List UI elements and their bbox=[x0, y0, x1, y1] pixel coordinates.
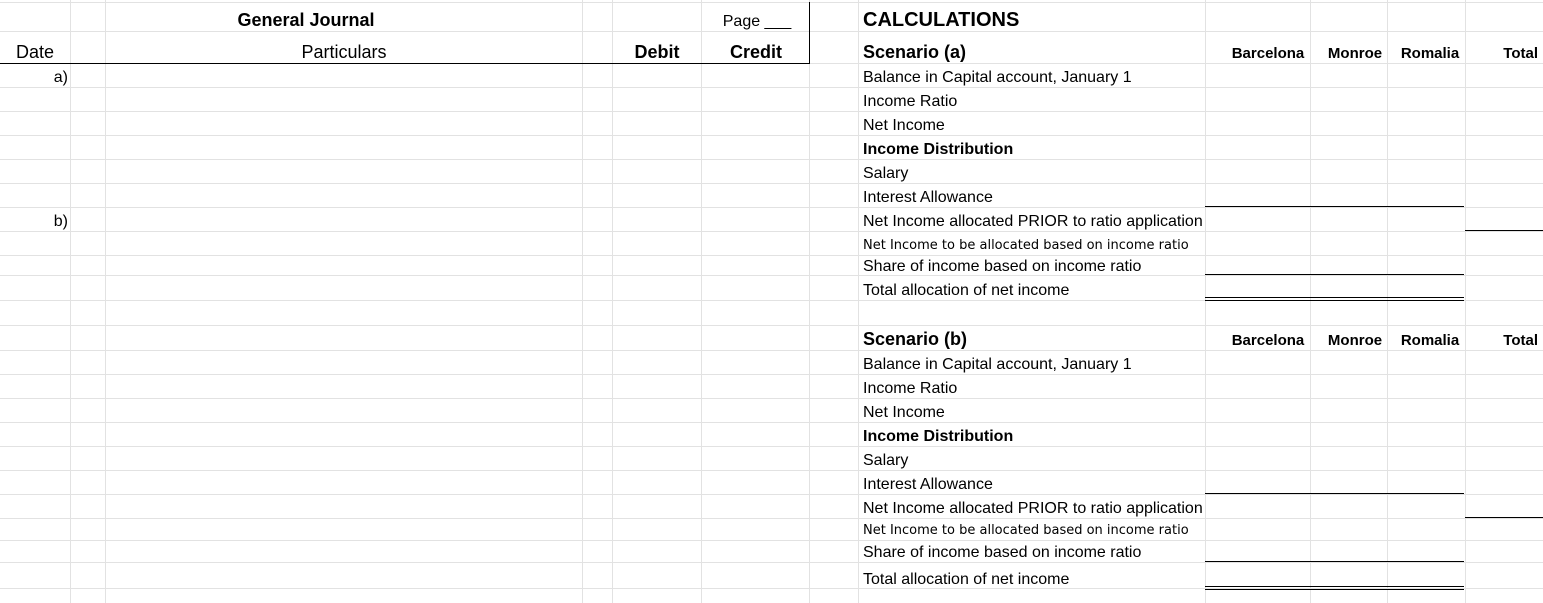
entry-marker-a: a) bbox=[53, 69, 68, 86]
scenario-a-header-romalia: Romalia bbox=[1400, 45, 1460, 62]
date-column-header: Date bbox=[15, 42, 55, 62]
scenario-b-row-prior: Net Income allocated PRIOR to ratio application bbox=[863, 500, 1203, 517]
scenario-b-title: Scenario (b) bbox=[863, 329, 968, 349]
journal-right-border bbox=[809, 2, 810, 64]
scenario-a-row-prior: Net Income allocated PRIOR to ratio application bbox=[863, 213, 1203, 230]
scenario-a-share-rule bbox=[1205, 274, 1464, 275]
particulars-column-header: Particulars bbox=[301, 42, 387, 62]
scenario-a-header-total: Total bbox=[1503, 45, 1538, 62]
scenario-b-header-barcelona: Barcelona bbox=[1231, 332, 1305, 349]
scenario-b-double-rule-1 bbox=[1205, 586, 1464, 587]
scenario-b-row-total: Total allocation of net income bbox=[863, 571, 1070, 588]
calculations-title: CALCULATIONS bbox=[863, 9, 1020, 31]
scenario-a-double-rule-1 bbox=[1205, 297, 1464, 298]
scenario-b-header-romalia: Romalia bbox=[1400, 332, 1460, 349]
scenario-b-row-net-income: Net Income bbox=[863, 404, 945, 421]
scenario-b-row-salary: Salary bbox=[863, 452, 909, 469]
scenario-b-row-income-ratio: Income Ratio bbox=[863, 380, 958, 397]
scenario-a-subtotal-rule bbox=[1205, 206, 1464, 207]
scenario-a-header-barcelona: Barcelona bbox=[1231, 45, 1305, 62]
scenario-b-row-to-allocate: Net Income to be allocated based on income ratio bbox=[863, 523, 1189, 538]
scenario-a-row-total: Total allocation of net income bbox=[863, 282, 1070, 299]
page-label: Page ___ bbox=[722, 13, 792, 30]
scenario-b-total-rule bbox=[1465, 517, 1543, 518]
scenario-b-subtotal-rule bbox=[1205, 493, 1464, 494]
scenario-b-row-interest: Interest Allowance bbox=[863, 476, 993, 493]
scenario-a-row-to-allocate: Net Income to be allocated based on income ratio bbox=[863, 238, 1189, 253]
scenario-a-header-monroe: Monroe bbox=[1327, 45, 1383, 62]
scenario-a-row-net-income: Net Income bbox=[863, 117, 945, 134]
scenario-b-share-rule bbox=[1205, 561, 1464, 562]
scenario-a-row-salary: Salary bbox=[863, 165, 909, 182]
scenario-a-row-income-distribution: Income Distribution bbox=[863, 141, 1014, 158]
scenario-a-row-share: Share of income based on income ratio bbox=[863, 258, 1142, 275]
scenario-b-header-total: Total bbox=[1503, 332, 1538, 349]
journal-title: General Journal bbox=[237, 10, 375, 30]
scenario-b-row-income-distribution: Income Distribution bbox=[863, 428, 1014, 445]
journal-header-underline bbox=[0, 63, 809, 64]
scenario-a-total-rule bbox=[1465, 230, 1543, 231]
scenario-b-double-rule-2 bbox=[1205, 589, 1464, 590]
scenario-a-row-income-ratio: Income Ratio bbox=[863, 93, 958, 110]
scenario-a-row-interest: Interest Allowance bbox=[863, 189, 993, 206]
scenario-a-title: Scenario (a) bbox=[863, 42, 967, 62]
scenario-a-double-rule-2 bbox=[1205, 300, 1464, 301]
entry-marker-b: b) bbox=[53, 213, 68, 230]
debit-column-header: Debit bbox=[634, 42, 680, 62]
scenario-b-header-monroe: Monroe bbox=[1327, 332, 1383, 349]
scenario-a-row-capital: Balance in Capital account, January 1 bbox=[863, 69, 1132, 86]
scenario-b-row-capital: Balance in Capital account, January 1 bbox=[863, 356, 1132, 373]
scenario-b-row-share: Share of income based on income ratio bbox=[863, 544, 1142, 561]
credit-column-header: Credit bbox=[729, 42, 783, 62]
